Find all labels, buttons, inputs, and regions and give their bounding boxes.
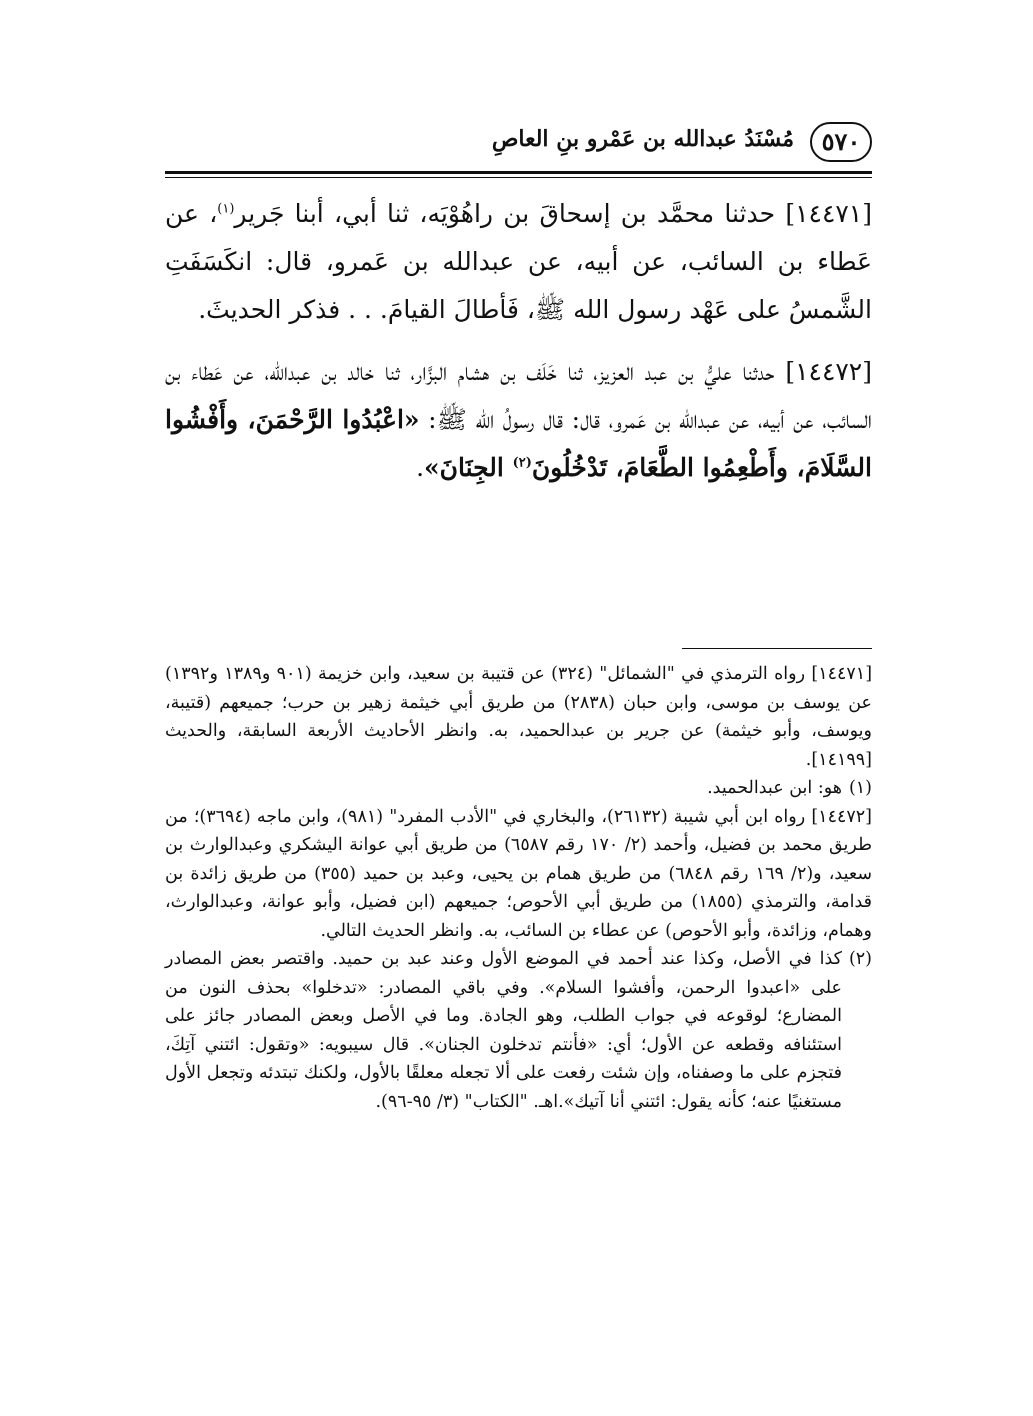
hadith-text: حدثنا عليُّ بن عبد العزيز، ثنا خَلَف بن هشام البزَّار، ثنا خالد بن عبدالله، عن عَطاء بن السائب، عن أبيه، عن عبدالله بن عَمرو، قال: قال رسولُ الله ﷺ: bbox=[165, 357, 872, 434]
hadith-number: [١٤٤٧١] bbox=[785, 199, 872, 228]
takhrij-note: [١٤٤٧١] رواه الترمذي في "الشمائل" (٣٢٤) عن قتيبة بن سعيد، وابن خزيمة (٩٠١ و١٣٨٩ و١٣٩٢) عن يوسف بن موسى، وابن حبان (٢٨٣٨) من طريق أبي خيثمة زهير بن حرب؛ جميعهم (قتيبة، ويوسف، وأبو خيثمة) عن جرير بن عبدالحميد، به. وانظر الأحاديث الأربعة السابقة، والحديث [١٤١٩٩]. bbox=[165, 664, 873, 770]
hadith-14472 bbox=[165, 348, 872, 492]
footnote-text: هو: ابن عبدالحميد. bbox=[707, 778, 842, 798]
footnote-2 bbox=[165, 945, 872, 1116]
footnote-text: كذا في الأصل، وكذا عند أحمد في الموضع الأول وعند عبد بن حميد. واقتصر بعض المصادر على «اعبدوا الرحمن، وأفشوا السلام». وفي باقي المصادر: «تدخلوا» بحذف النون من المضارع؛ لوقوعه في جواب الطلب، وهو الجادة. وما في الأصل وبعض المصادر جائز على استئنافه وقطعه عن الأول؛ أي: «فأنتم تدخلون الجنان». قال سيبويه: «وتقول: ائتني آتِكَ، فتجزم على ما وصفناه، وإن شئت رفعت على ألا تجعله معلقًا بالأول، ولكنك تبتدئه وتجعل الأول مستغنيًا عنه؛ كأنه يقول: ائتني أنا آتيك».اهـ. "الكتاب" (٣/ ٩٥-٩٦). bbox=[165, 949, 842, 1112]
hadith-text: . bbox=[416, 453, 425, 482]
page-number-badge: ٥٧٠ bbox=[810, 122, 872, 162]
hadith-text: ، عن عَطاء بن السائب، عن أبيه، عن عبدالله بن عَمرو، قال: انكَسَفَتِ الشَّمسُ على عَهْد رسول الله ﷺ، فَأطالَ القيامَ. . . فذكر الحديثَ. bbox=[165, 199, 873, 324]
takhrij-note: [١٤٤٧٢] رواه ابن أبي شيبة (٢٦١٣٢)، والبخاري في "الأدب المفرد" (٩٨١)، وابن ماجه (٣٦٩٤)؛ من طريق محمد بن فضيل، وأحمد (٢/ ١٧٠ رقم ٦٥٨٧) من طريق أبي عوانة اليشكري وعبدالوارث بن سعيد، و(٢/ ١٦٩ رقم ٦٨٤٨) من طريق همام بن يحيى، وعبد بن حميد (٣٥٥) من طريق زائدة بن قدامة، والترمذي (١٨٥٥) من طريق أبي الأحوص؛ جميعهم (ابن فضيل، وأبو عوانة، وعبدالوارث، وهمام، وزائدة، وأبو الأحوص) عن عطاء بن السائب، به. وانظر الحديث التالي. bbox=[165, 806, 873, 941]
hadith-text: حدثنا محمَّد بن إسحاقَ بن راهُوْيَه، ثنا أبي، أبنا جَرير bbox=[234, 199, 786, 228]
prophetic-quote: الجِنَانَ» bbox=[424, 453, 513, 482]
main-text bbox=[165, 190, 872, 492]
hadith-number: [١٤٤٧٢] bbox=[785, 357, 872, 386]
page-header bbox=[165, 122, 872, 166]
header-rule bbox=[165, 171, 872, 178]
hadith-14471 bbox=[165, 190, 872, 334]
footnote-separator bbox=[682, 648, 872, 649]
running-title: مُسْنَدُ عبدالله بن عَمْرو بنِ العاصِ bbox=[491, 126, 794, 152]
footnote-marker[interactable]: (١) bbox=[217, 201, 235, 217]
footnote-number: (١) bbox=[848, 778, 872, 798]
footnote-1 bbox=[165, 774, 872, 803]
footnotes bbox=[165, 660, 872, 1116]
footnote-number: (٢) bbox=[848, 949, 872, 969]
footnote-marker[interactable]: (٢) bbox=[512, 455, 532, 471]
prophetic-quote: «اعْبُدُوا الرَّحْمَنَ، وأَفْشُوا السَّلَامَ، وأَطْعِمُوا الطَّعَامَ، تَدْخُلُونَ bbox=[165, 405, 872, 482]
